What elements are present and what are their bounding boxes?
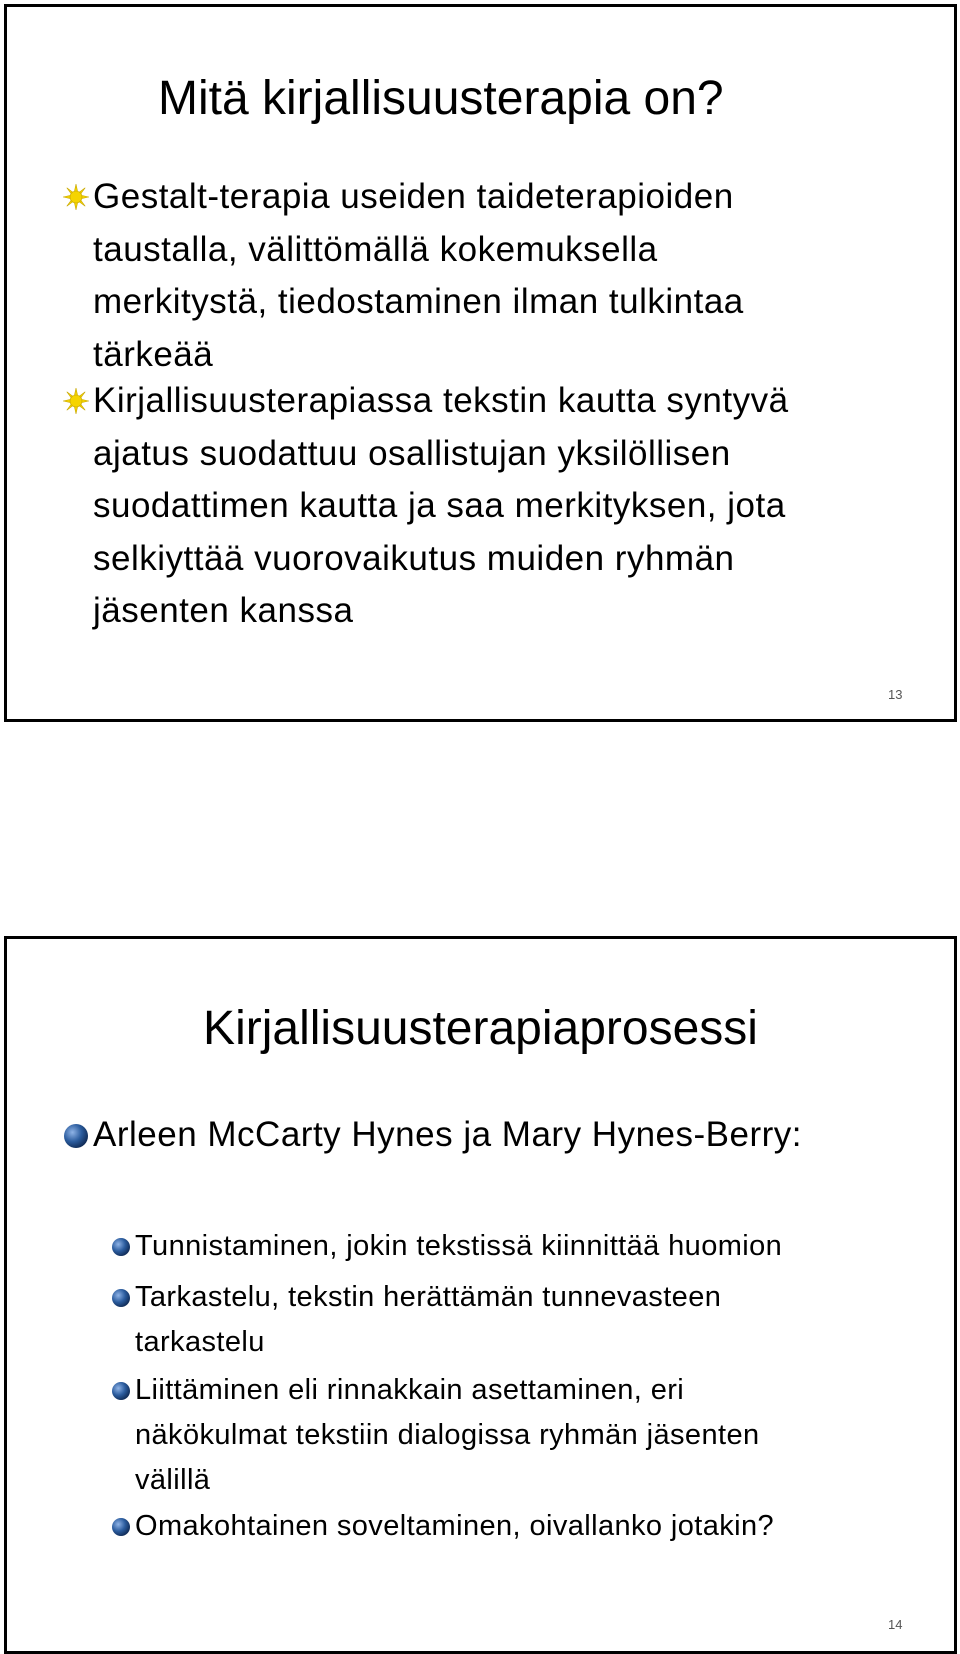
bullet-line: Gestalt-terapia useiden taideterapioiden	[93, 177, 734, 216]
sub-bullet-line: näkökulmat tekstiin dialogissa ryhmän jäsenten	[135, 1419, 760, 1451]
bullet-line: selkiyttää vuorovaikutus muiden ryhmän	[93, 538, 735, 578]
page-number: 14	[888, 1617, 903, 1632]
sub-bullet-line: Tunnistaminen, jokin tekstissä kiinnittää huomion	[135, 1230, 783, 1262]
blue-sphere-bullet-icon	[63, 1123, 89, 1149]
slide-14	[4, 936, 957, 1654]
sun-bullet-icon	[63, 388, 89, 414]
bullet-line: taustalla, välittömällä kokemuksella	[93, 229, 658, 269]
slide-13	[4, 4, 957, 722]
bullet-line: suodattimen kautta ja saa merkityksen, jota	[93, 486, 786, 525]
sub-bullet-line: välillä	[135, 1464, 211, 1496]
blue-sphere-bullet-icon	[111, 1517, 131, 1537]
slide-title: Kirjallisuusterapiaprosessi	[203, 1002, 758, 1055]
blue-sphere-bullet-icon	[111, 1237, 131, 1257]
sub-bullet-line: Liittäminen eli rinnakkain asettaminen, eri	[135, 1374, 685, 1406]
sun-bullet-icon	[63, 184, 89, 210]
sub-bullet-line: Omakohtainen soveltaminen, oivallanko jotakin?	[135, 1510, 775, 1542]
bullet-line: jäsenten kanssa	[93, 591, 354, 630]
bullet-line: Kirjallisuusterapiassa tekstin kautta syntyvä	[93, 381, 789, 420]
bullet-line: ajatus suodattuu osallistujan yksilöllisen	[93, 433, 731, 473]
sub-bullet-line: Tarkastelu, tekstin herättämän tunnevasteen	[135, 1281, 722, 1313]
bullet-line: merkitystä, tiedostaminen ilman tulkintaa	[93, 282, 744, 321]
bullet-line: Arleen McCarty Hynes ja Mary Hynes-Berry:	[93, 1115, 802, 1154]
blue-sphere-bullet-icon	[111, 1381, 131, 1401]
bullet-line: tärkeää	[93, 334, 214, 374]
page-number: 13	[888, 687, 903, 702]
slide-title: Mitä kirjallisuusterapia on?	[158, 72, 724, 125]
blue-sphere-bullet-icon	[111, 1288, 131, 1308]
sub-bullet-line: tarkastelu	[135, 1326, 265, 1358]
